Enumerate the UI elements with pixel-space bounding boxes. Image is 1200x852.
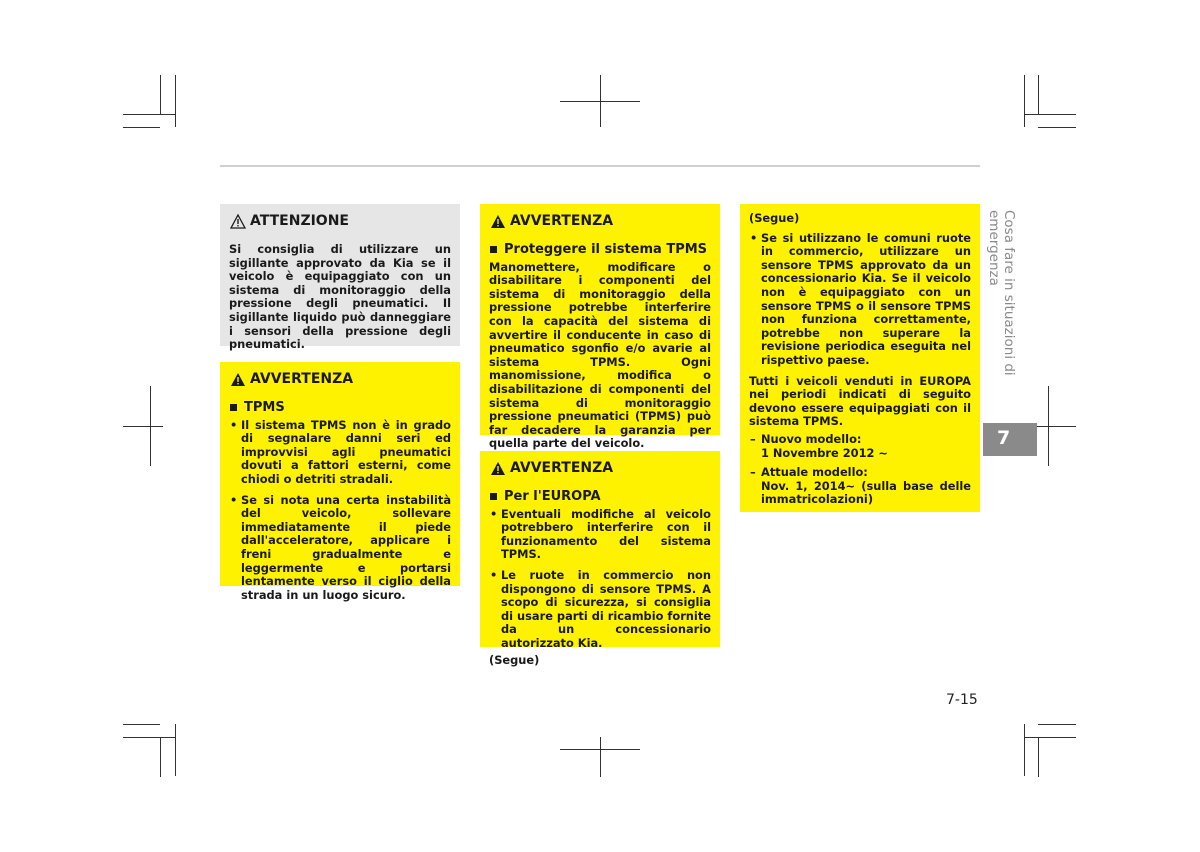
attention-box xyxy=(220,204,460,352)
warning-triangle-icon xyxy=(230,214,246,229)
chapter-side-title xyxy=(986,210,1024,410)
list-item xyxy=(749,466,971,507)
warning-tpms-subtitle: TPMS xyxy=(244,400,285,415)
chapter-tab xyxy=(983,423,1037,456)
warning-europe-subtitle-row xyxy=(489,490,711,504)
continuation-header: (Segue) xyxy=(749,211,800,225)
crop-mark xyxy=(1024,737,1076,738)
crop-mark xyxy=(1048,386,1049,466)
crop-mark xyxy=(600,75,601,127)
warning-protect-title-row xyxy=(490,214,711,229)
new-model-date: 1 Novembre 2012 ~ xyxy=(761,445,888,460)
header-divider xyxy=(220,165,980,167)
continuation-body: Tutti i veicoli venduti in EUROPA nei periodi indicati di seguito devono essere equipaggiati con il sistema TPMS. xyxy=(749,373,971,429)
warning-europe-list xyxy=(489,508,711,651)
warning-triangle-icon xyxy=(230,372,246,387)
continuation-list xyxy=(749,232,971,368)
crop-mark xyxy=(1024,724,1025,776)
warning-europe-continued: (Segue) xyxy=(489,652,540,667)
list-item: • Se si nota una certa instabilità del veicolo, sollevare immediatamente il piede dall'acceleratore, applicare i freni gradualmente e leggermente e portarsi lentamente verso il ciglio della strada in un luogo sicuro. xyxy=(229,494,451,603)
current-model-label: – Attuale modello: xyxy=(761,465,868,480)
new-model-label: – Nuovo modello: xyxy=(761,431,862,446)
crop-mark xyxy=(160,737,161,777)
list-item xyxy=(749,433,971,460)
crop-mark xyxy=(1024,114,1076,115)
crop-mark xyxy=(1038,737,1039,777)
crop-mark xyxy=(1038,724,1076,725)
chapter-number: 7 xyxy=(997,427,1011,449)
crop-mark xyxy=(123,724,160,725)
chapter-title: Cosa fare in situazioni di emergenza xyxy=(986,210,1017,376)
crop-mark xyxy=(123,426,163,427)
attention-title: ATTENZIONE xyxy=(250,212,349,229)
current-model-date: Nov. 1, 2014~ (sulla base delle immatricolazioni) xyxy=(761,478,971,507)
warning-protect-box xyxy=(480,204,720,451)
warning-triangle-icon xyxy=(490,461,506,476)
crop-mark xyxy=(1024,75,1025,127)
crop-mark xyxy=(175,724,176,776)
list-item: • Il sistema TPMS non è in grado di segnalare danni seri ed improvvisi agli pneumatici dovuti a fattori esterni, come chiodi o detriti stradali. xyxy=(229,419,451,487)
crop-mark xyxy=(123,737,175,738)
warning-protect-title: AVVERTENZA xyxy=(510,212,614,229)
square-bullet-icon xyxy=(490,493,497,500)
warning-protect-subtitle: Proteggere il sistema TPMS xyxy=(504,242,708,257)
warning-europe-box xyxy=(480,451,720,667)
warning-tpms-title: AVVERTENZA xyxy=(250,370,354,387)
warning-tpms-box xyxy=(220,362,460,602)
model-list xyxy=(749,433,971,507)
crop-mark xyxy=(175,75,176,127)
list-item: • Se si utilizzano le comuni ruote in commercio, utilizzare un sensore TPMS approvato da un concessionario Kia. Se il veicolo non è equipaggiato con un sensore TPMS o il sensore TPMS non funziona correttamente, potrebbe non superare la revisione periodica eseguita nel rispettivo paese. xyxy=(749,232,971,368)
warning-europe-title-row xyxy=(490,461,711,476)
crop-mark xyxy=(1038,75,1039,115)
crop-mark xyxy=(1038,127,1076,128)
warning-triangle-icon xyxy=(490,214,506,229)
square-bullet-icon xyxy=(230,404,237,411)
attention-body: Si consiglia di utilizzare un sigillante approvato da Kia se il veicolo è equipaggiato con un sistema di monitoraggio della pressione degli pneumatici. Il sigillante liquido può danneggiare i sensori della pressione degli pneumatici. xyxy=(229,242,451,352)
list-item: • Eventuali modifiche al veicolo potrebbero interferire con il funzionamento del sistema TPMS. xyxy=(489,508,711,562)
warning-protect-body: Manomettere, modificare o disabilitare i componenti del sistema di monitoraggio della pressione potrebbe interferire con la capacità del sistema di avvertire il conducente in caso di pneumatico sgonfio e/o avarie al sistema TPMS. Ogni manomissione, modifica o disabilitazione di componenti del sistema di monitoraggio pressione pneumatici (TPMS) può far decadere la garanzia per quella parte del veicolo. xyxy=(489,259,711,451)
crop-mark xyxy=(123,114,175,115)
continuation-box xyxy=(740,204,980,512)
list-item: • Le ruote in commercio non dispongono di sensore TPMS. A scopo di sicurezza, si consiglia di usare parti di ricambio fornite da un concessionario autorizzato Kia. xyxy=(489,569,711,651)
crop-mark xyxy=(150,386,151,466)
warning-tpms-subtitle-row xyxy=(229,401,451,415)
page-number: 7-15 xyxy=(946,692,978,708)
crop-mark xyxy=(600,737,601,777)
warning-tpms-list xyxy=(229,419,451,603)
warning-tpms-title-row xyxy=(230,372,451,387)
warning-protect-subtitle-row xyxy=(489,243,711,257)
crop-mark xyxy=(123,127,160,128)
warning-europe-subtitle: Per l'EUROPA xyxy=(504,489,601,504)
crop-mark xyxy=(1036,426,1076,427)
warning-europe-title: AVVERTENZA xyxy=(510,459,614,476)
crop-mark xyxy=(160,75,161,115)
square-bullet-icon xyxy=(490,246,497,253)
attention-title-row xyxy=(230,214,451,229)
